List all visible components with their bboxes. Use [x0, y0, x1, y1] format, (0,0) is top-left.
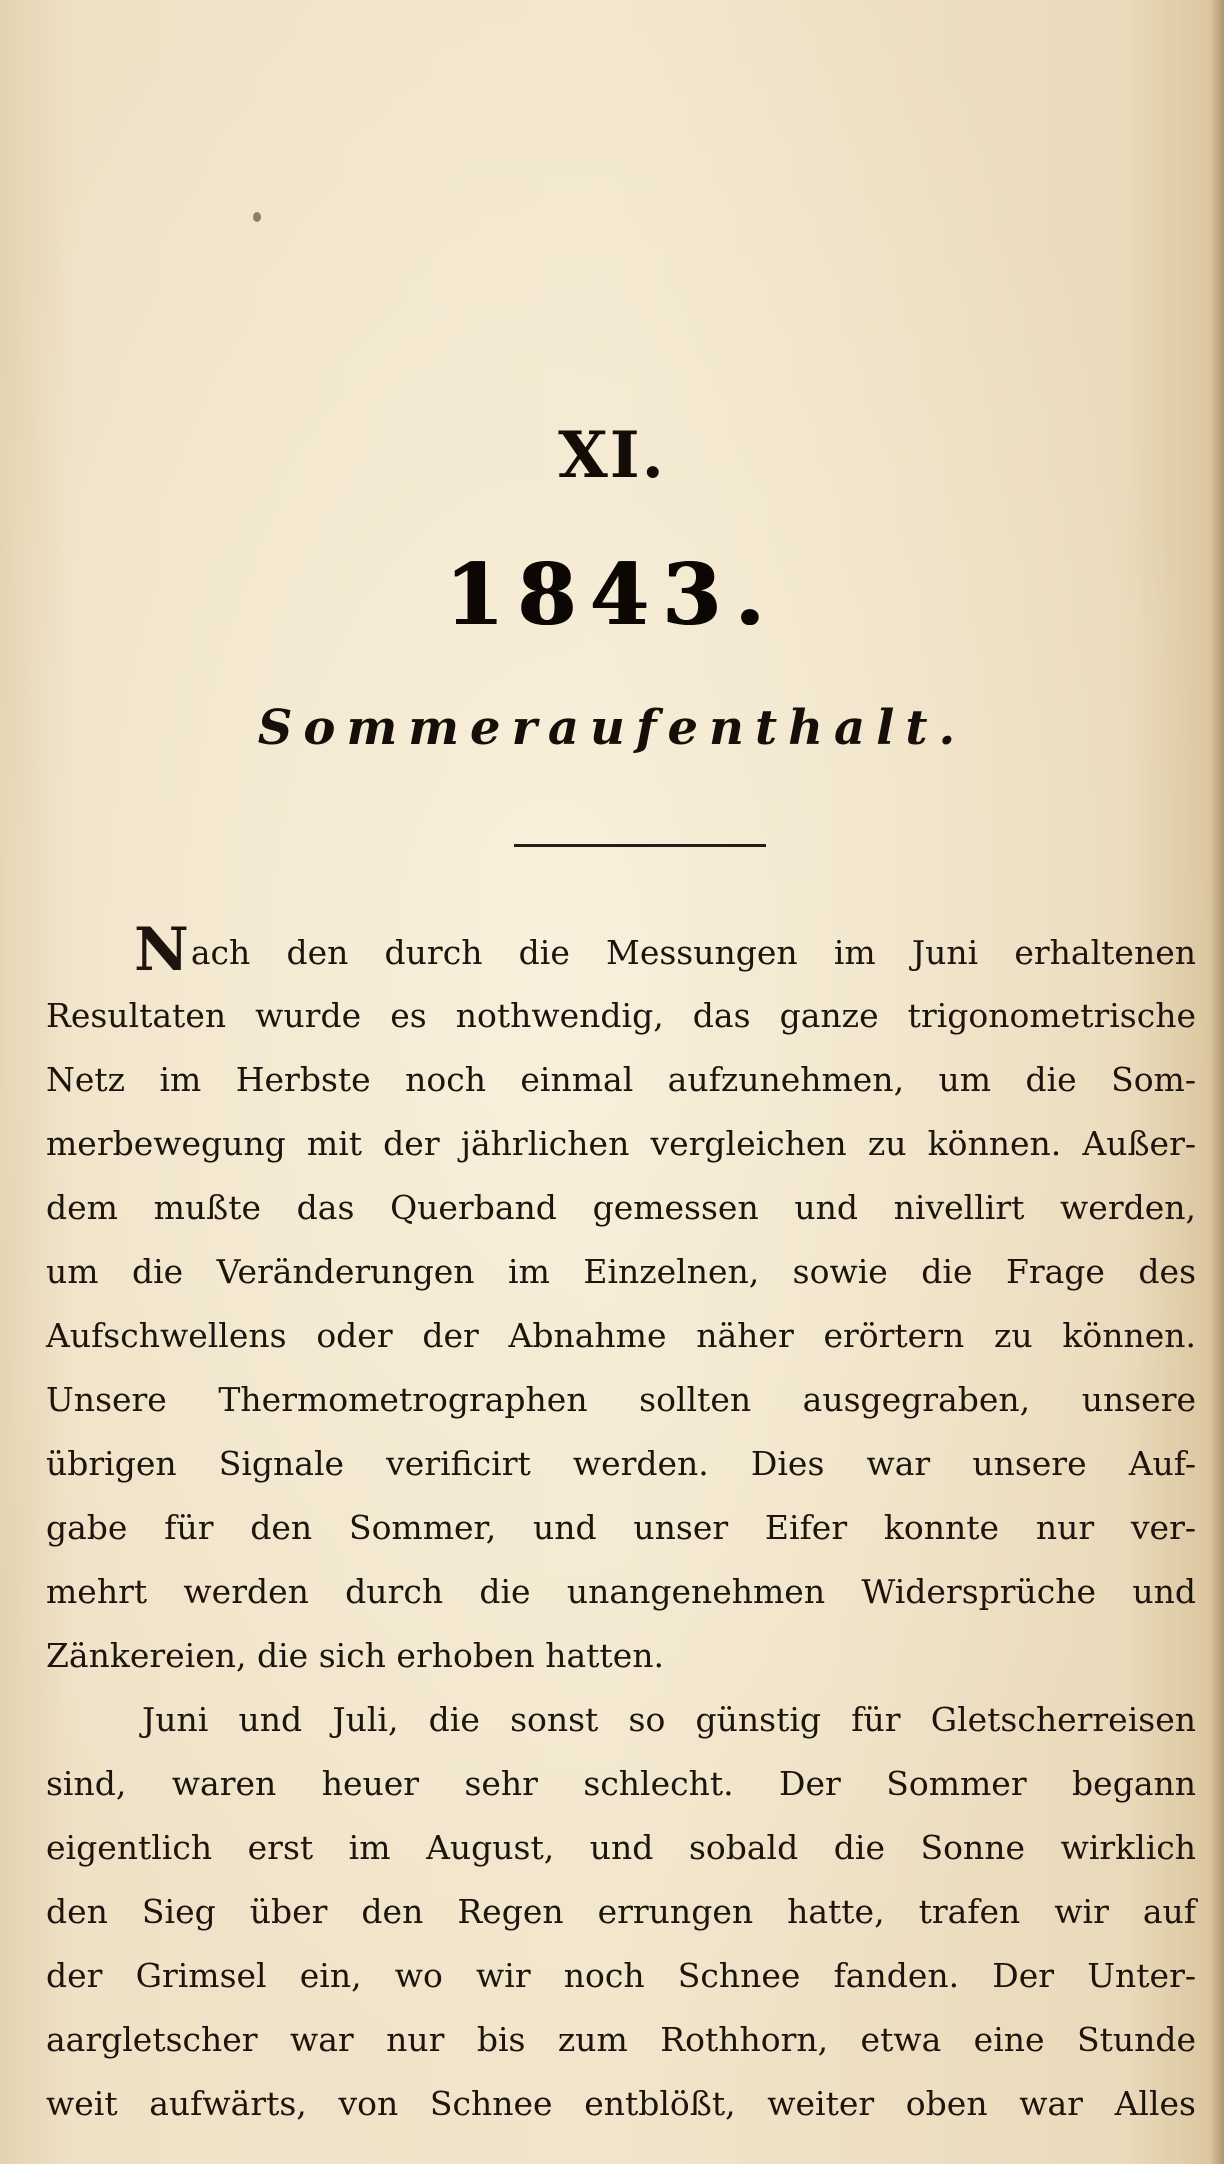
text-line: Netz im Herbste noch einmal aufzunehmen, um die Som- — [46, 1060, 1196, 1099]
text-line: merbewegung mit der jährlichen vergleichen zu können. Außer- — [46, 1124, 1196, 1163]
text-line: übrigen Signale verificirt werden. Dies war unsere Auf- — [46, 1444, 1196, 1483]
text-line: gabe für den Sommer, und unser Eifer konnte nur ver- — [46, 1508, 1196, 1547]
text-line: Aufschwellens oder der Abnahme näher erörtern zu können. — [46, 1316, 1196, 1355]
text-line: dem mußte das Querband gemessen und nivellirt werden, — [46, 1188, 1196, 1227]
text-line: Resultaten wurde es nothwendig, das ganze trigonometrische — [46, 996, 1196, 1035]
chapter-number: XI. — [558, 418, 666, 493]
text-line: weit aufwärts, von Schnee entblößt, weiter oben war Alles — [46, 2084, 1196, 2123]
text-line — [46, 915, 1196, 985]
divider-rule — [514, 844, 766, 847]
section-title: Sommeraufenthalt. — [257, 700, 967, 756]
ink-mark — [253, 212, 261, 222]
text-line-content: ach den durch die Messungen im Juni erhaltenen — [190, 933, 1196, 972]
text-line: eigentlich erst im August, und sobald die Sonne wirklich — [46, 1828, 1196, 1867]
text-line: mehrt werden durch die unangenehmen Widersprüche und — [46, 1572, 1196, 1611]
text-line: Juni und Juli, die sonst so günstig für Gletscherreisen — [142, 1700, 1196, 1739]
body-text — [46, 915, 1196, 2136]
text-line: den Sieg über den Regen errungen hatte, trafen wir auf — [46, 1892, 1196, 1931]
text-line: sind, waren heuer sehr schlecht. Der Sommer begann — [46, 1764, 1196, 1803]
text-line: aargletscher war nur bis zum Rothhorn, etwa eine Stunde — [46, 2020, 1196, 2059]
text-line: Zänkereien, die sich erhoben hatten. — [46, 1636, 664, 1675]
text-line: der Grimsel ein, wo wir noch Schnee fanden. Der Unter- — [46, 1956, 1196, 1995]
chapter-year: 1843. — [445, 545, 779, 644]
drop-cap: N — [134, 915, 189, 985]
text-line: Unsere Thermometrographen sollten ausgegraben, unsere — [46, 1380, 1196, 1419]
page-edge-shadow — [1210, 0, 1224, 2164]
text-line: um die Veränderungen im Einzelnen, sowie die Frage des — [46, 1252, 1196, 1291]
